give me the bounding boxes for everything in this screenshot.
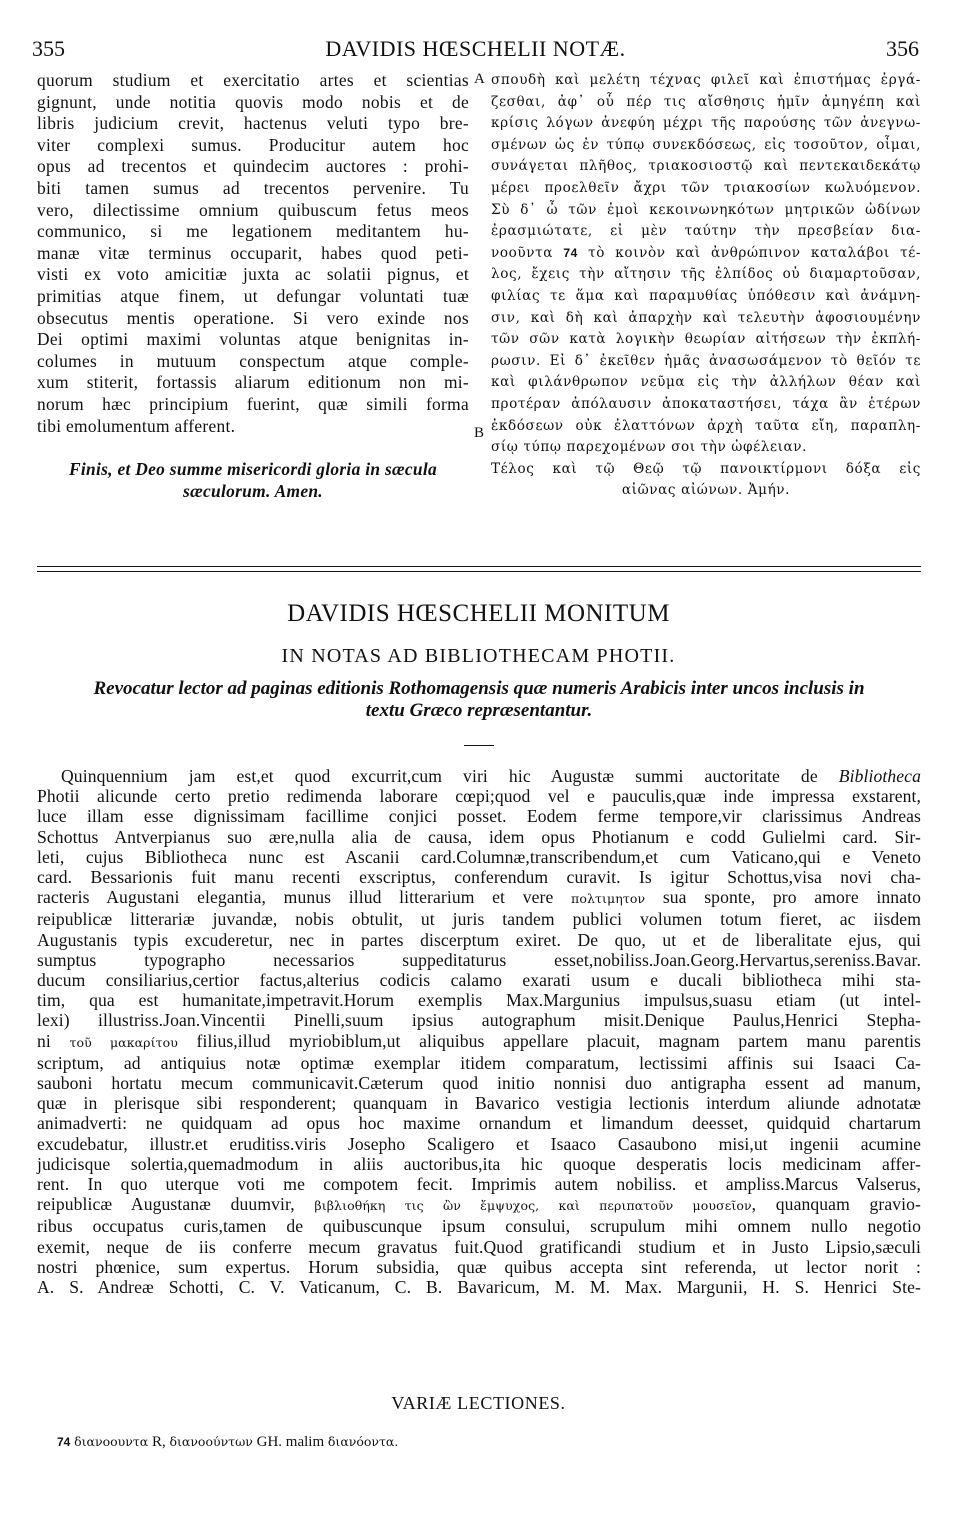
body-line: Augustanis typis excuderetur, nec in partes discerptum exiret. De quo, ut et de liberalitate ejus, qui bbox=[37, 929, 921, 950]
body-greek: τοῦ μακαρίτου bbox=[69, 1034, 178, 1050]
greek-text: τὸ κοινὸν καὶ ἀνθρώπινον καταλάβοι τέ- bbox=[588, 244, 922, 261]
short-divider bbox=[464, 745, 494, 746]
section-divider-thick bbox=[37, 566, 921, 567]
monitum-body bbox=[37, 766, 921, 1297]
body-line: ducum consiliarius,certior factus,alterius codicis calamo exarati usum e ducali bibliotheca mihi sta- bbox=[37, 970, 921, 991]
greek-line: σμένων ὡς ἐν τύπῳ συνεκδόσεως, εἰς τοσοῦτον, οἶμαι, bbox=[491, 136, 921, 153]
latin-line: tibi emolumentum afferent. bbox=[37, 415, 236, 436]
body-line: judicisque solertia,quemadmodum in aliis auctoribus,ita hic quoque desperatis locis medicinam affer- bbox=[37, 1153, 921, 1174]
body-line bbox=[37, 1031, 921, 1053]
footnote-reference[interactable]: 74 bbox=[563, 245, 578, 260]
body-line: Photii alicunde certo pretio redimenda laborare cœpi;quod vel e pauculis,quæ inde impressa exstarent, bbox=[37, 786, 921, 807]
monitum-italic-note bbox=[38, 678, 920, 722]
greek-line: μέρει προελθεῖν ἄχρι τῶν τριακοσίων κωλυόμενον. bbox=[491, 179, 921, 196]
greek-line: σίῳ τύπῳ παρεχομένων σοι τὴν ὠφέλειαν. bbox=[491, 439, 808, 456]
page-number-left: 355 bbox=[32, 36, 65, 61]
footnote-greek: διανοούντων bbox=[169, 1434, 253, 1449]
latin-line: viter complexi sumus. Producitur autem hoc bbox=[37, 134, 469, 155]
margin-letter-b: B bbox=[474, 425, 485, 441]
monitum-subtitle: IN NOTAS AD BIBLIOTHECAM PHOTII. bbox=[281, 645, 676, 667]
greek-line: Σὺ δ᾽ ὦ τῶν ἐμοὶ κεκοινωνηκότων μητρικῶν ὠδίνων bbox=[491, 201, 921, 218]
latin-line: visti ex voto amicitiæ juxta ac solatii pignus, et bbox=[37, 264, 469, 285]
greek-line: ἐκδόσεων οὐκ ἐλαττόνων ἀρχὴ ταῦτα εἴη, παραπλη- bbox=[491, 417, 921, 434]
running-header bbox=[32, 36, 919, 64]
latin-line: manæ vitæ terminus occuparit, habes quod peti- bbox=[37, 242, 469, 263]
greek-telos-line-1: Τέλος καὶ τῷ Θεῷ τῷ πανοικτίρμονι δόξα εἰς bbox=[491, 460, 921, 477]
latin-line: xum stiterit, fortassis aliarum editionum non mi- bbox=[37, 372, 469, 393]
body-line bbox=[37, 887, 921, 909]
body-line: excudebatur, illustr.et eruditiss.viris Josepho Scaligero et Isaaco Casaubono misi,ut ingenii acumine bbox=[37, 1133, 921, 1154]
footnote-greek: διανοουντα bbox=[74, 1434, 149, 1449]
footnote-number: 74 bbox=[57, 1435, 71, 1449]
body-line: leti, cujus Bibliotheca nunc est Ascanii card.Columnæ,transcribendum,et cum Vaticano,qui e Veneto bbox=[37, 846, 921, 867]
latin-line: quorum studium et exercitatio artes et scientias bbox=[37, 70, 469, 90]
body-line: Schottus Antverpianus suo ære,nulla alia de causa, idem opus Photianum e codd Gulielmi card. Sir- bbox=[37, 826, 921, 847]
greek-column bbox=[491, 70, 921, 502]
footnote-greek: διανόοντα. bbox=[327, 1434, 399, 1449]
greek-line: τῶν σῶν κατὰ λογικὴν θεωρίαν αἰτήσεων τὴν ἐκπλή- bbox=[491, 331, 921, 348]
monitum-title: DAVIDIS HŒSCHELII MONITUM bbox=[287, 600, 670, 627]
body-line: reipublicæ litterariæ juvandæ, nobis obtulit, ut juris tandem publici volumen totum fieret, ac iisdem bbox=[37, 909, 921, 930]
latin-line: opus ad trecentos et quindecim auctores : prohi- bbox=[37, 156, 469, 177]
latin-column bbox=[37, 70, 469, 502]
margin-letter-a: A bbox=[474, 71, 485, 87]
body-line: card. Bessarionis fuit manu recenti exscriptus, conferendum curavit. Is igitur Schottus,visa novi cha- bbox=[37, 867, 921, 888]
latin-line: obsecutus mentis operatione. Si vero exinde nos bbox=[37, 307, 469, 328]
greek-line: ζεσθαι, ἀφ᾽ οὗ πέρ τις αἴσθησις ἡμῖν ἀμηγέπη καὶ bbox=[491, 93, 921, 110]
body-text: reipublicæ Augustanæ duumvir, bbox=[37, 1194, 315, 1215]
body-text: racteris Augustani elegantia, munus illud litterarium et vere bbox=[37, 887, 554, 908]
greek-line: λος, ἔχεις τὴν αἴτησιν τῆς ἐλπίδος οὐ διαμαρτοῦσαν, bbox=[491, 266, 921, 283]
greek-line: προτέραν ἀπόλαυσιν ἀποκαταστήσει, τάχα ἂν ἑτέρων bbox=[491, 395, 921, 412]
footnote-text: R, bbox=[148, 1434, 170, 1450]
latin-line: biti tamen sumus ad trecentos pervenire. Tu bbox=[37, 177, 469, 198]
body-line bbox=[37, 1194, 921, 1216]
body-greek: πολτιμητον bbox=[571, 891, 646, 907]
body-line: animadverti: ne quidquam ad opus hoc maxime ornandum et limandum deesset, quidquid chartarum bbox=[37, 1113, 921, 1134]
latin-line: primitias atque finem, ut defungar voluntati tuæ bbox=[37, 285, 469, 306]
body-line: luce illam esse dignissimam facillime conjici posset. Eodem ferme tempore,vir clarissimus Andreas bbox=[37, 806, 921, 827]
monitum-note-line-2: textu Græco repræsentantur. bbox=[365, 700, 593, 721]
greek-telos-line-2: αἰῶνας αἰώνων. Ἀμήν. bbox=[621, 482, 791, 499]
latin-line: vero, dilectissime omnium quibuscum fetus meos bbox=[37, 199, 469, 220]
running-title: DAVIDIS HŒSCHELII NOTÆ. bbox=[325, 36, 626, 61]
body-line: sumptus typographo necessarios suppeditaturus esset,nobiliss.Joan.Georg.Hervartus,sereniss.Bavar. bbox=[37, 949, 921, 970]
body-greek: βιβλιοθήκη τις ὢν ἔμψυχος, καὶ περιπατοῦν μουσεῖον bbox=[314, 1198, 752, 1214]
latin-finis-line-2: sæculorum. Amen. bbox=[183, 480, 323, 501]
latin-line: gignunt, unde notitia quovis modo nobis et de bbox=[37, 91, 469, 112]
greek-line: ρωσιν. Εἰ δ᾽ ἐκεῖθεν ἡμᾶς ἀνασωσάμενον τὸ θεῖόν τε bbox=[491, 352, 921, 369]
body-text: sua sponte, pro amore innato bbox=[645, 887, 921, 908]
latin-line: communico, si me legationem meditantem hu- bbox=[37, 221, 469, 242]
body-line: nostri phœnice, sum expertus. Horum subsidia, quæ quibus accepta sint referenda, ut lector norit : bbox=[37, 1256, 921, 1277]
page-number-right: 356 bbox=[886, 36, 919, 61]
greek-text: νοοῦντα bbox=[491, 244, 554, 261]
body-line: sauboni hortatu mecum communicavit.Cæterum quod initio nonnisi duo antigrapha essent ad manum, bbox=[37, 1073, 921, 1094]
body-line: tim, qua est humanitate,impetravit.Horum exemplis Max.Margunius impulsus,suasu etiam (ut intel- bbox=[37, 990, 921, 1011]
body-text: Quinquennium jam est,et quod excurrit,cum viri hic Augustæ summi auctoritate de bbox=[61, 766, 839, 786]
latin-line: Dei optimi maximi voluntas atque benignitas in- bbox=[37, 329, 469, 350]
latin-line: columes in mutuum conspectum atque comple- bbox=[37, 350, 469, 371]
greek-line: καὶ φιλάνθρωπον νεῦμα εἰς τὴν ἀλλήλων θέαν καὶ bbox=[491, 374, 921, 391]
greek-line-with-ref bbox=[491, 243, 921, 265]
latin-line: libris judicium crevit, hactenus veluti typo bre- bbox=[37, 113, 469, 134]
variae-lectiones-title: VARIÆ LECTIONES. bbox=[391, 1393, 566, 1413]
body-line bbox=[37, 766, 921, 786]
monitum-note-line-1: Revocatur lector ad paginas editionis Rothomagensis quæ numeris Arabicis inter uncos inclusis in bbox=[93, 678, 865, 699]
body-line: exemit, neque de iis conferre mecum gravatus fuit.Quod gratificandi studium et in Justo Lipsio,sæculi bbox=[37, 1236, 921, 1257]
section-divider-thin bbox=[37, 571, 921, 572]
greek-line: φιλίας τε ἅμα καὶ παραμυθίας ὑπόθεσιν καὶ ἀνάμνη- bbox=[491, 287, 921, 304]
body-text: filius,illud myriobiblum,ut aliquibus appellare placuit, magnam partem manu parentis bbox=[177, 1030, 921, 1051]
body-line: scriptum, ad antiquius notæ optimæ exemplar itidem comparatum, lectissimi affinis sui Isaaci Ca- bbox=[37, 1052, 921, 1073]
body-italic: Bibliotheca bbox=[838, 766, 921, 786]
body-line: lexi) illustriss.Joan.Vincentii Pinelli,suum ipsius autographum misit.Denique Paulus,Henrici Stepha- bbox=[37, 1010, 921, 1031]
latin-finis-line-1: Finis, et Deo summe misericordi gloria in sæcula bbox=[68, 459, 438, 480]
body-line: ribus occupatus curis,tamen de quibuscunque ipsum consului, scrupulum mihi omnem nullo negotio bbox=[37, 1216, 921, 1237]
greek-line: σπουδὴ καὶ μελέτη τέχνας φιλεῖ καὶ ἐπιστήμας ἐργά- bbox=[491, 72, 921, 88]
body-text: , quanquam gravio- bbox=[751, 1194, 921, 1215]
greek-line: ἐρασμιώτατε, εἰ μὲν ταύτην τὴν πρεσβείαν δια- bbox=[491, 223, 921, 240]
body-line: quæ in plerisque sibi responderent; quanquam in Bavarico vestigia lectionis interdum aliunde adnotatæ bbox=[37, 1093, 921, 1114]
footnote-text: GH. malim bbox=[252, 1434, 328, 1450]
body-text: ni bbox=[37, 1030, 70, 1051]
latin-line: norum hæc principium fuerint, quæ simili forma bbox=[37, 393, 469, 414]
footnote bbox=[57, 1434, 398, 1451]
greek-line: κρίσις λόγων ἀνεφύη μέχρι τῆς παρούσης τῶν ἀνεγνω- bbox=[491, 115, 921, 132]
body-line: A. S. Andreæ Schotti, C. V. Vaticanum, C. B. Bavaricum, M. M. Max. Margunii, H. S. Henrici Ste- bbox=[37, 1277, 921, 1298]
greek-line: συνάγεται πλῆθος, τριακοσιοστῷ καὶ πεντεκαιδεκάτῳ bbox=[491, 158, 921, 175]
body-line: rent. In quo uterque voti me compotem fecit. Imprimis autem nobiliss. et ampliss.Marcus Valserus, bbox=[37, 1174, 921, 1195]
greek-line: σιν, καὶ δὴ καὶ ἀπαρχὴν καὶ τελευτὴν ἀφοσιουμένην bbox=[491, 309, 921, 326]
